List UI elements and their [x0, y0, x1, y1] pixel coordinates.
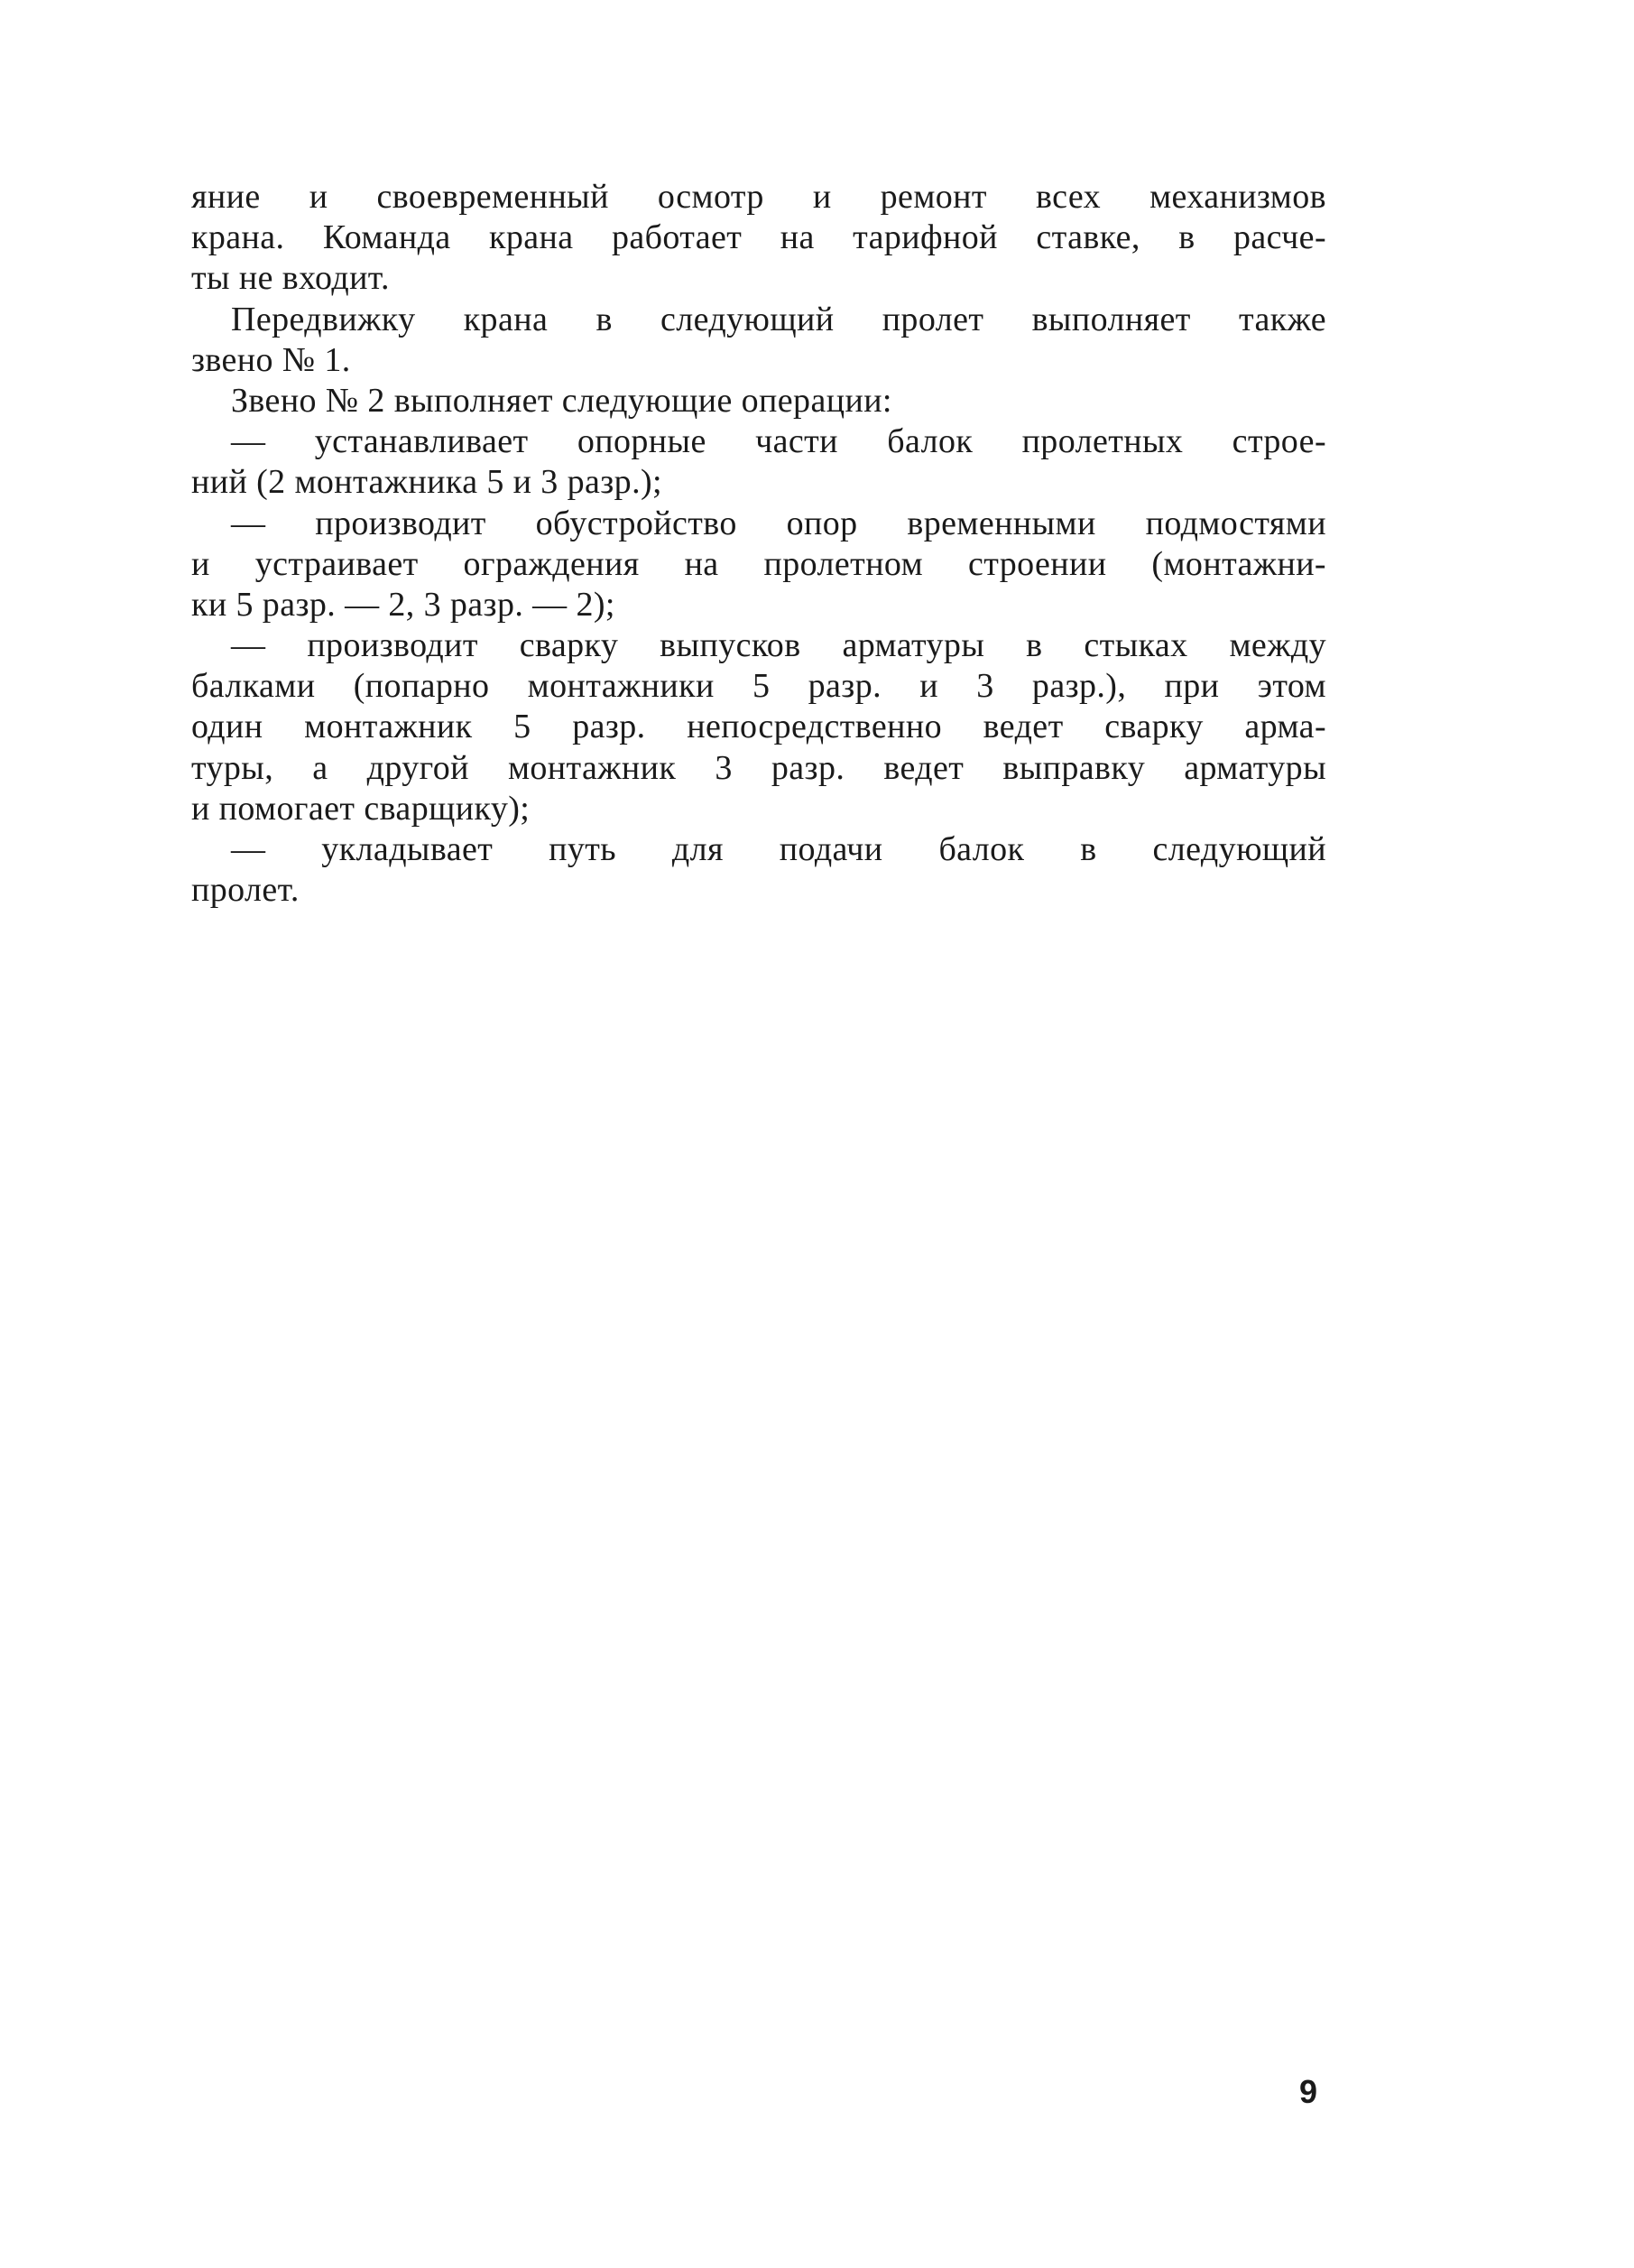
text-line: ты не входит. [191, 259, 390, 298]
text-line: пролет. [191, 871, 300, 910]
text-line: и устраивает ограждения на пролетном строении (монтажни- [191, 544, 1326, 583]
text-line: звено № 1. [191, 340, 351, 379]
text-line: один монтажник 5 разр. непосредственно ведет сварку арма- [191, 708, 1326, 746]
body-text [191, 177, 1326, 911]
text-line: — устанавливает опорные части балок пролетных строе- [231, 422, 1326, 461]
text-line: Передвижку крана в следующий пролет выполняет также [231, 300, 1326, 338]
text-line: — производит сварку выпусков арматуры в стыках между [231, 626, 1326, 665]
text-line: туры, а другой монтажник 3 разр. ведет выправку арматуры [191, 748, 1326, 787]
text-line: Звено № 2 выполняет следующие операции: [231, 381, 892, 420]
text-line: — производит обустройство опор временными подмостями [231, 504, 1326, 542]
text-line: и помогает сварщику); [191, 789, 531, 828]
text-line: балками (попарно монтажники 5 разр. и 3 разр.), при этом [191, 667, 1326, 706]
text-line: яние и своевременный осмотр и ремонт всех механизмов [191, 178, 1326, 216]
text-line: ний (2 монтажника 5 и 3 разр.); [191, 463, 662, 502]
text-line: — укладывает путь для подачи балок в следующий [231, 830, 1326, 868]
text-line: ки 5 разр. — 2, 3 разр. — 2); [191, 585, 615, 624]
text-line: крана. Команда крана работает на тарифной ставке, в расче- [191, 218, 1326, 257]
page-number: 9 [1299, 2073, 1318, 2110]
